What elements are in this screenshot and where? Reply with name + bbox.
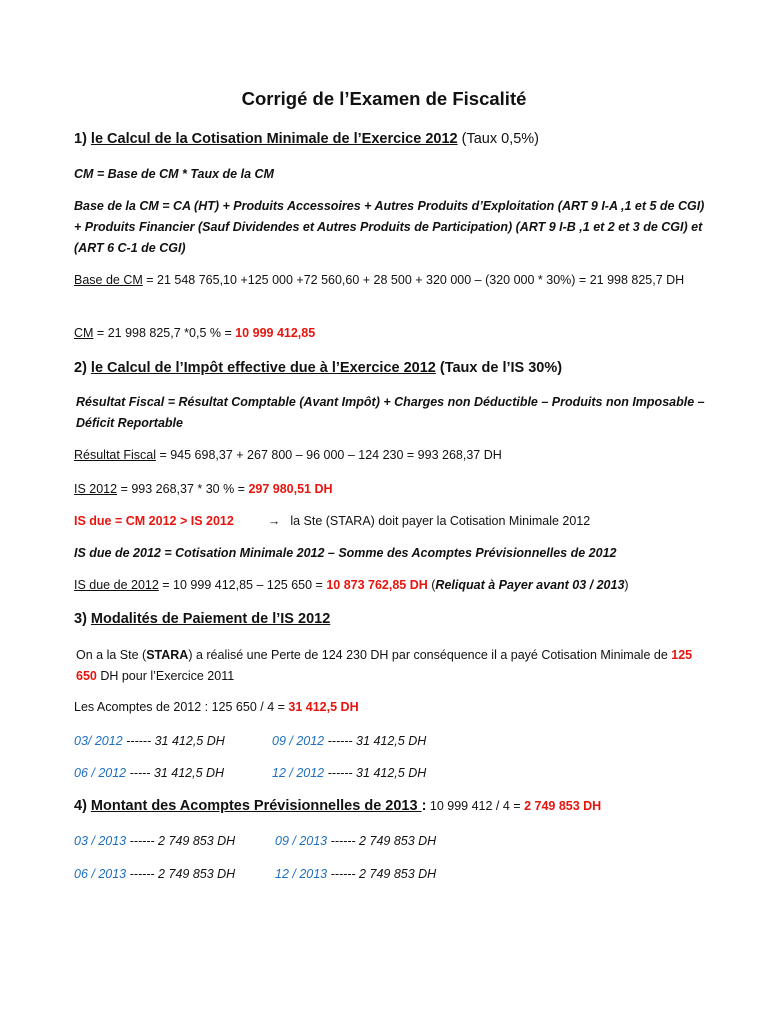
section-2-rate: (Taux de l’IS 30%) [435, 360, 563, 376]
cm-calculation [74, 323, 708, 344]
para-part-a: On a la Ste ( [76, 648, 147, 662]
cm-base-label: Base de CM [74, 273, 143, 287]
is-comparison [74, 511, 708, 532]
payment-amount: ----- 31 412,5 DH [126, 766, 225, 780]
rf-calc: = 945 698,37 + 267 800 – 96 000 – 124 230 = 993 268,37 DH [155, 448, 502, 462]
is-compare-text: la Ste (STARA) doit payer la Cotisation Minimale 2012 [290, 514, 591, 528]
section-1-title: le Calcul de la Cotisation Minimale de l’Exercice 2012 [90, 131, 458, 147]
is-calculation [74, 479, 708, 500]
para-stara: STARA [146, 648, 189, 662]
section-2-title: le Calcul de l’Impôt effective due à l’Exercice 2012 [90, 360, 436, 376]
cm-base-definition: Base de la CM = CA (HT) + Produits Accessoires + Autres Produits d’Exploitation (ART 9 I-A ,1 et 5 de CGI) + Produits Financier (Sauf Dividendes et Autres Produits de Participation) (ART 9 I-B ,1 et 2 et 3 de CGI) et (ART 6 C-1 de CGI) [74, 199, 705, 255]
document-title: Corrigé de l’Examen de Fiscalité [241, 88, 527, 109]
section-3-title: Modalités de Paiement de l’IS 2012 [90, 611, 331, 627]
is-due-label: IS due de 2012 [74, 578, 159, 592]
payment-date: 09 / 2012 [272, 734, 325, 748]
is-label: IS 2012 [74, 482, 118, 496]
rf-definition: Résultat Fiscal = Résultat Comptable (Avant Impôt) + Charges non Déductible – Produits non Imposable – Déficit Reportable [76, 395, 705, 430]
rf-calculation [74, 445, 708, 466]
section-3-heading [74, 609, 708, 630]
section-4-title: Montant des Acomptes Prévisionnelles de 2013 [90, 798, 422, 814]
cm-result: 10 999 412,85 [235, 326, 316, 340]
section-3-paragraph [76, 645, 708, 687]
section-3-number: 3) [74, 611, 91, 627]
is-compare: IS due = CM 2012 > IS 2012 [74, 514, 234, 528]
payment-date: 09 / 2013 [275, 834, 328, 848]
cm-calc: = 21 998 825,7 *0,5 % = [93, 326, 236, 340]
rf-label: Résultat Fiscal [74, 448, 156, 462]
acomptes-2012-calculation [74, 697, 708, 718]
acomptes-2012-label: Les Acomptes de 2012 : 125 650 / 4 = [74, 700, 289, 714]
payment-2013-row-2b [275, 864, 708, 885]
is-due-calc: = 10 999 412,85 – 125 650 = [158, 578, 327, 592]
payment-amount: ------ 31 412,5 DH [122, 734, 225, 748]
acomptes-2012-result: 31 412,5 DH [288, 700, 359, 714]
payment-amount: ------ 2 749 853 DH [327, 867, 437, 881]
is-due-result: 10 873 762,85 DH [326, 578, 428, 592]
payment-date: 06 / 2012 [74, 766, 127, 780]
payment-amount: ------ 2 749 853 DH [126, 867, 236, 881]
cm-base-calculation [74, 270, 708, 291]
payment-amount: ------ 2 749 853 DH [126, 834, 236, 848]
is-due-definition: IS due de 2012 = Cotisation Minimale 2012 – Somme des Acomptes Prévisionnelles de 2012 [74, 546, 617, 560]
payment-amount: ------ 31 412,5 DH [324, 766, 427, 780]
payment-date: 12 / 2013 [275, 867, 328, 881]
section-4-number: 4) [74, 798, 91, 814]
is-due-calculation [74, 575, 708, 596]
payment-amount: ------ 31 412,5 DH [324, 734, 427, 748]
cm-formula: CM = Base de CM * Taux de la CM [74, 167, 274, 181]
para-amount: 125 650 [76, 648, 693, 683]
payment-date: 03/ 2012 [74, 734, 123, 748]
section-2-heading [74, 358, 708, 379]
section-1-number: 1) [74, 131, 91, 147]
is-due-note: Reliquat à Payer avant 03 / 2013 [435, 578, 625, 592]
is-result: 297 980,51 DH [248, 482, 333, 496]
section-4-colon: : [421, 798, 427, 814]
section-2-number: 2) [74, 360, 91, 376]
payment-date: 06 / 2013 [74, 867, 127, 881]
para-part-c: DH pour l’Exercice 2011 [96, 669, 235, 683]
payment-2013-row-1b [275, 831, 708, 852]
arrow-right-icon: → [267, 514, 281, 528]
payment-date: 03 / 2013 [74, 834, 127, 848]
cm-base-calc: = 21 548 765,10 +125 000 +72 560,60 + 28 500 + 320 000 – (320 000 * 30%) = 21 998 825,7 DH [142, 273, 685, 287]
para-part-b: ) a réalisé une Perte de 124 230 DH par conséquence il a payé Cotisation Minimale de [188, 648, 672, 662]
section-1-heading [74, 129, 708, 150]
is-calc: = 993 268,37 * 30 % = [117, 482, 249, 496]
payment-2012-row-1b [272, 731, 708, 752]
is-due-note-open: ( [427, 578, 436, 592]
is-due-note-close: ) [624, 578, 629, 592]
section-1-rate: (Taux 0,5%) [457, 131, 540, 147]
cm-label: CM [74, 326, 94, 340]
section-4-result: 2 749 853 DH [524, 799, 602, 813]
payment-date: 12 / 2012 [272, 766, 325, 780]
section-4-calc: 10 999 412 / 4 = [426, 799, 525, 813]
payment-2012-row-2b [272, 763, 708, 784]
section-4-heading [74, 796, 708, 817]
payment-amount: ------ 2 749 853 DH [327, 834, 437, 848]
